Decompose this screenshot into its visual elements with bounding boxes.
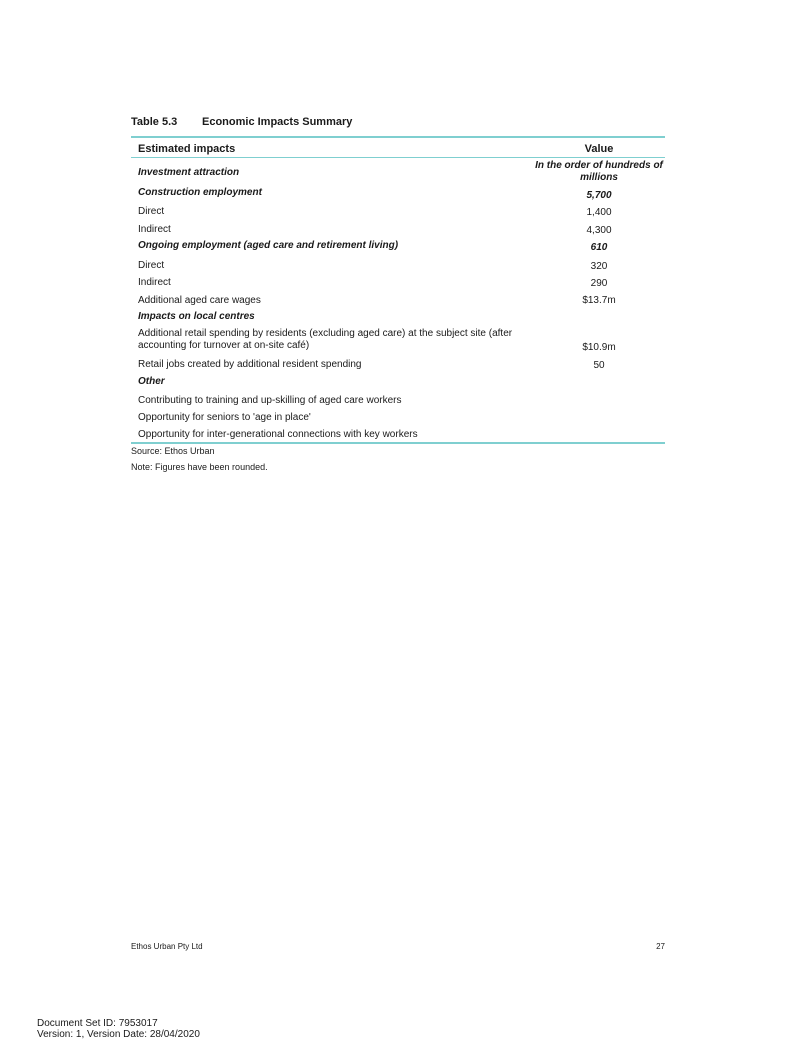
row-value: In the order of hundreds of millions xyxy=(535,160,663,183)
table-caption xyxy=(131,116,352,128)
rounding-note: Note: Figures have been rounded. xyxy=(131,462,268,472)
header-value: Value xyxy=(584,143,614,155)
row-label: Indirect xyxy=(138,224,171,235)
table-title: Economic Impacts Summary xyxy=(202,116,353,128)
row-label: Impacts on local centres xyxy=(138,311,255,322)
row-value: 50 xyxy=(593,360,605,371)
row-label: Investment attraction xyxy=(138,167,240,178)
source-note: Source: Ethos Urban xyxy=(131,446,215,456)
row-label: Direct xyxy=(138,260,165,271)
table-row xyxy=(131,185,665,204)
table-row xyxy=(131,238,665,257)
row-value: 5,700 xyxy=(586,190,612,201)
page-number: 27 xyxy=(656,942,665,951)
row-label: Opportunity for seniors to 'age in place' xyxy=(138,412,311,423)
document-set-id: Document Set ID: 7953017 xyxy=(37,1018,158,1029)
document-version: Version: 1, Version Date: 28/04/2020 xyxy=(37,1029,200,1040)
table-row xyxy=(131,408,665,425)
row-label: Direct xyxy=(138,206,165,217)
row-value: 290 xyxy=(590,278,608,289)
table-row xyxy=(131,292,665,309)
table-row xyxy=(131,158,665,185)
row-value: 610 xyxy=(590,242,608,253)
row-label: Additional aged care wages xyxy=(138,295,261,306)
row-label: Other xyxy=(138,376,165,387)
table-row xyxy=(131,374,665,391)
row-value: 1,400 xyxy=(586,207,612,218)
table-row xyxy=(131,257,665,274)
row-label: Contributing to training and up-skilling of aged care workers xyxy=(138,395,402,406)
row-value: $10.9m xyxy=(582,342,616,353)
row-label: Opportunity for inter-generational connections with key workers xyxy=(138,429,418,440)
economic-impacts-table xyxy=(131,136,665,444)
table-row xyxy=(131,425,665,442)
footer-company: Ethos Urban Pty Ltd xyxy=(131,942,203,951)
table-row xyxy=(131,204,665,222)
row-label: Retail jobs created by additional resident spending xyxy=(138,359,362,370)
table-number: Table 5.3 xyxy=(131,116,178,128)
row-label: Indirect xyxy=(138,277,171,288)
table-row xyxy=(131,358,665,374)
table-row xyxy=(131,274,665,292)
row-label: Ongoing employment (aged care and retirement living) xyxy=(138,240,399,251)
row-label: Construction employment xyxy=(138,187,262,198)
row-label: Additional retail spending by residents (excluding aged care) at the subject site (after accounting for turnover at on-site café) xyxy=(138,328,513,351)
table-row xyxy=(131,309,665,325)
row-value: $13.7m xyxy=(582,295,616,306)
table-row xyxy=(131,325,665,358)
row-value: 320 xyxy=(590,261,608,272)
table-header xyxy=(131,138,665,158)
table-row xyxy=(131,222,665,238)
row-value: 4,300 xyxy=(586,225,612,236)
header-impacts: Estimated impacts xyxy=(138,143,236,155)
table-row xyxy=(131,391,665,408)
